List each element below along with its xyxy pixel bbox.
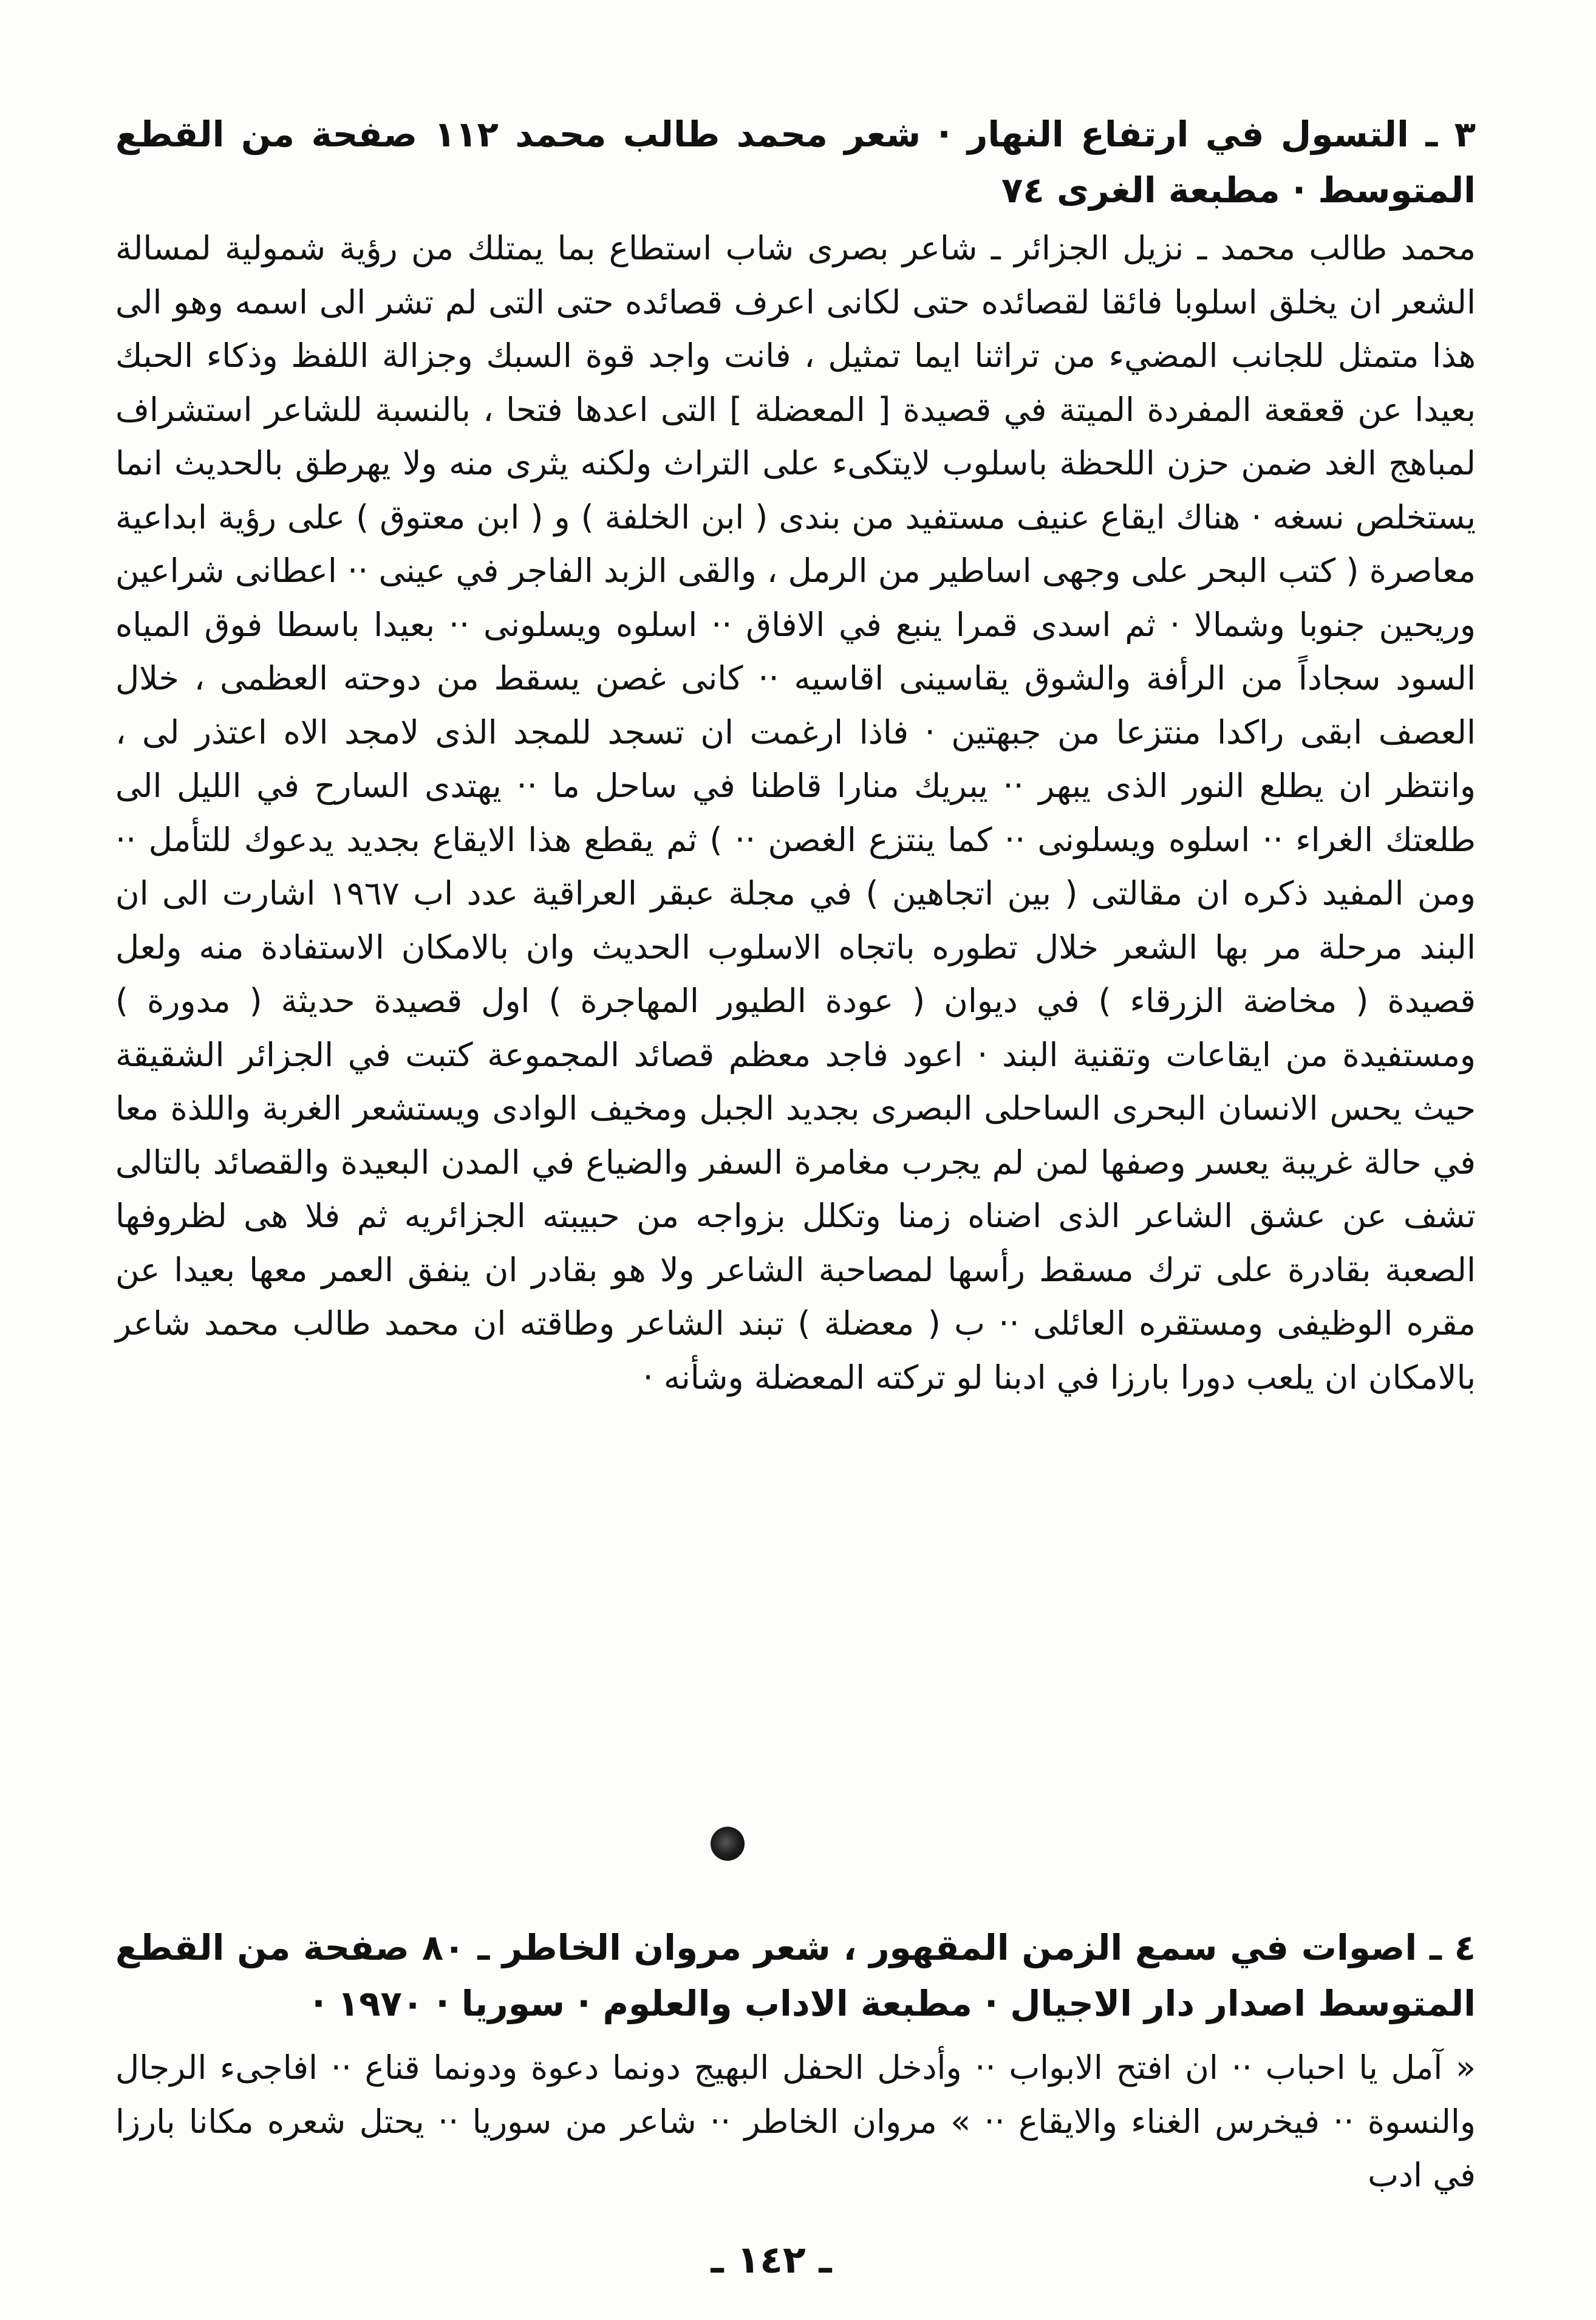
entry-heading: ٤ ـ اصوات في سمع الزمن المقهور ، شعر مروان الخاطر ـ ٨٠ صفحة من القطع المتوسط اصدار دار الاجيال · مطبعة الاداب والعلوم · سوريا · ١٩٧٠ · [115, 1927, 1476, 2024]
entry-body: محمد طالب محمد ـ نزيل الجزائر ـ شاعر بصرى شاب استطاع بما يمتلك من رؤية شمولية لمسالة الشعر ان يخلق اسلوبا فائقا لقصائده حتى لكانى اعرف قصائده حتى التى لم تشر الى اسمه وهو الى هذا متمثل للجانب المضيء من تراثنا ايما تمثيل ، فانت واجد قوة السبك وجزالة اللفظ وذكاء الحبك بعيدا عن قعقعة المفردة الميتة في قصيدة [ المعضلة ] التى اعدها فتحا ، بالنسبة للشاعر استشراف لمباهج الغد ضمن حزن اللحظة باسلوب لايتكىء على التراث ولكنه يثرى منه ولا يهرطق بالحديث انما يستخلص نسغه · هناك ايقاع عنيف مستفيد من بندى ( ابن الخلفة ) و ( ابن معتوق ) على رؤية ابداعية معاصرة ( كتب البحر على وجهى اساطير من الرمل ، والقى الزبد الفاجر في عينى ·· اعطانى شراعين وريحين جنوبا وشمالا · ثم اسدى قمرا ينبع في الافاق ·· اسلوه ويسلونى ·· بعيدا باسطا فوق المياه السود سجاداً من الرأفة والشوق يقاسينى اقاسيه ·· كانى غصن يسقط من دوحته العظمى ، خلال العصف ابقى راكدا منتزعا من جبهتين · فاذا ارغمت ان تسجد للمجد الذى لامجد الاه اعتذر لى ، وانتظر ان يطلع النور الذى يبهر ·· يبريك منارا قاطنا في ساحل ما ·· يهتدى السارح في الليل الى طلعتك الغراء ·· اسلوه ويسلونى ·· كما ينتزع الغصن ·· ) ثم يقطع هذا الايقاع بجديد يدعوك للتأمل ·· ومن المفيد ذكره ان مقالتى ( بين اتجاهين ) في مجلة عبقر العراقية عدد اب ١٩٦٧ اشارت الى ان البند مرحلة مر بها الشعر خلال تطوره باتجاه الاسلوب الحديث وان بالامكان الاستفادة منه ولعل قصيدة ( مخاضة الزرقاء ) في ديوان ( عودة الطيور المهاجرة ) اول قصيدة حديثة ( مدورة ) ومستفيدة من ايقاعات وتقنية البند · اعود فاجد معظم قصائد المجموعة كتبت في الجزائر الشقيقة حيث يحس الانسان البحرى الساحلى البصرى بجديد الجبل ومخيف الوادى ويستشعر الغربة واللذة معا في حالة غريبة يعسر وصفها لمن لم يجرب مغامرة السفر والضياع في المدن البعيدة والقصائد بالتالى تشف عن عشق الشاعر الذى اضناه زمنا وتكلل بزواجه من حبيبته الجزائريه ثم فلا هى لظروفها الصعبة بقادرة على ترك مسقط رأسها لمصاحبة الشاعر ولا هو بقادر ان ينفق العمر معها بعيدا عن مقره الوظيفى ومستقره العائلى ·· ب ( معضلة ) تبند الشاعر وطاقته ان محمد طالب محمد شاعر بالامكان ان يلعب دورا بارزا في ادبنا لو تركته المعضلة وشأنه · [115, 229, 1476, 1397]
entry-body: « آمل يا احباب ·· ان افتح الابواب ·· وأدخل الحفل البهيج دونما دعوة ودونما قناع ·· افاجىء الرجال والنسوة ·· فيخرس الغناء والايقاع ·· » مروان الخاطر ·· شاعر من سوريا ·· يحتل شعره مكانا بارزا في ادب [115, 2048, 1476, 2194]
review-entry-3 [115, 106, 1476, 1405]
section-divider-dot [711, 1827, 745, 1861]
entry-heading: ٣ ـ التسول في ارتفاع النهار · شعر محمد طالب محمد ١١٢ صفحة من القطع المتوسط · مطبعة الغرى ٧٤ [115, 114, 1476, 211]
page-number: ـ ١٤٢ ـ [711, 2237, 832, 2282]
review-entry-4 [115, 1920, 1476, 2203]
